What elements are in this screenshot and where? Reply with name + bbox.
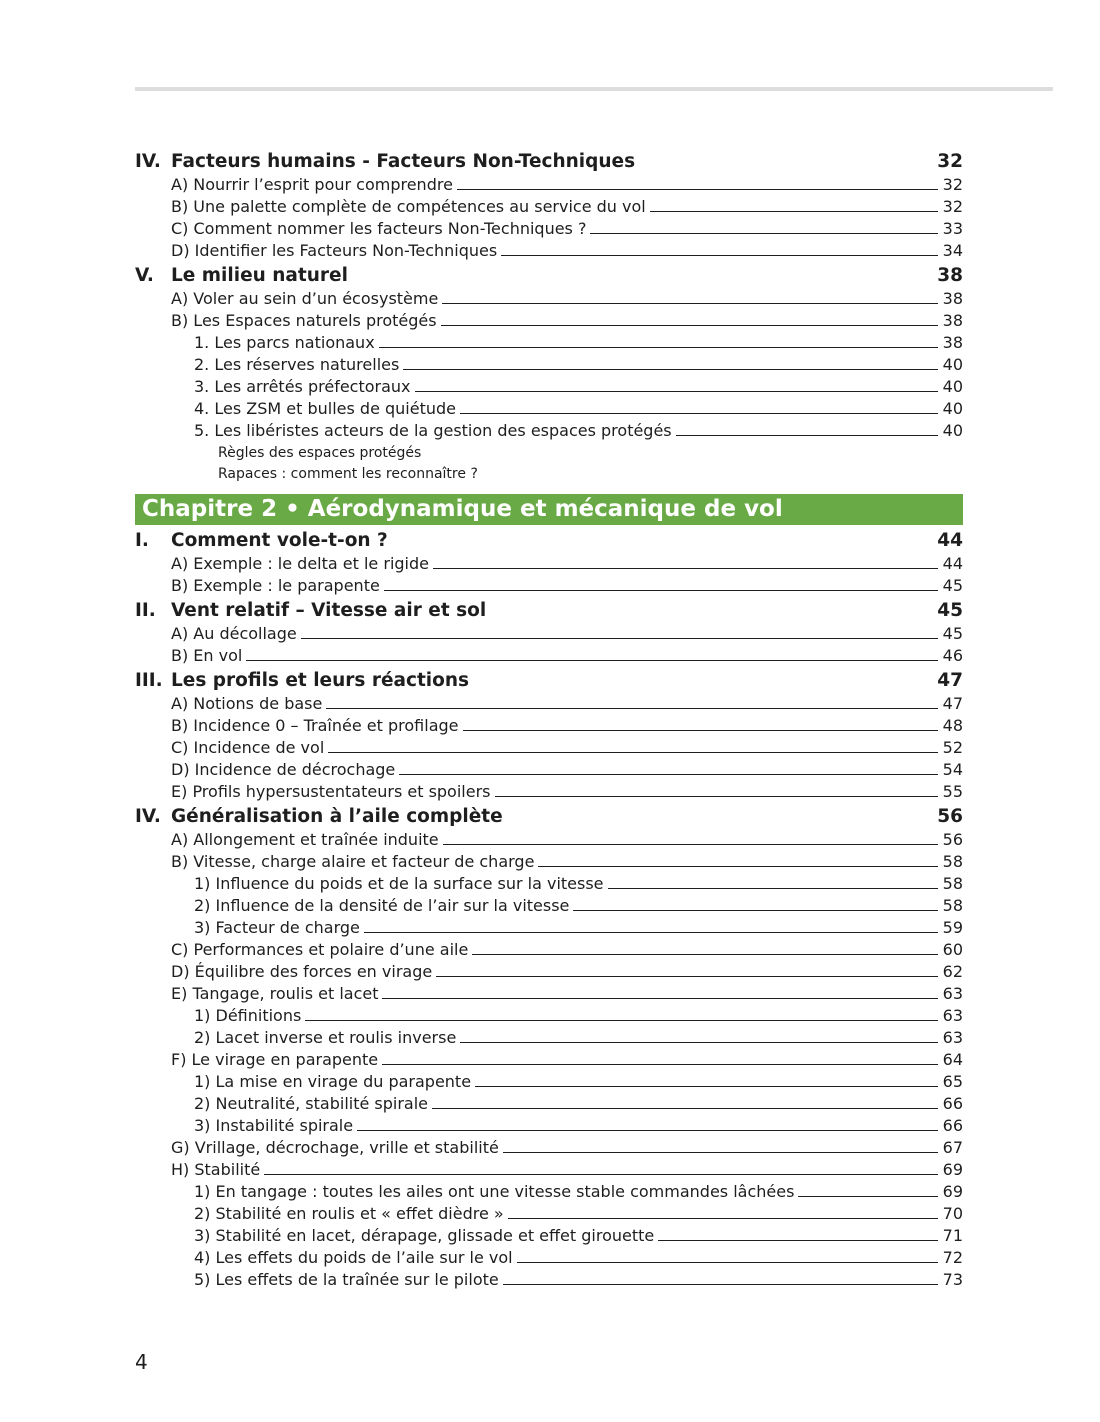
toc-section[interactable] — [135, 150, 963, 172]
toc-entry[interactable] — [135, 216, 963, 238]
entry-label: B) Une palette complète de compétences au service du vol — [171, 197, 646, 216]
entry-label: 3) Facteur de charge — [194, 918, 360, 937]
toc-entry[interactable] — [135, 1047, 963, 1069]
section-title: Le milieu naturel — [171, 265, 348, 286]
dot-leader — [384, 590, 938, 591]
toc-section[interactable] — [135, 669, 963, 691]
entry-page: 45 — [942, 624, 963, 643]
toc-entry[interactable] — [135, 330, 963, 352]
dot-leader — [436, 976, 938, 977]
entry-label: 3) Instabilité spirale — [194, 1116, 354, 1135]
entry-label: A) Allongement et traînée induite — [171, 830, 439, 849]
toc-note — [135, 440, 963, 461]
toc-entry[interactable] — [135, 893, 963, 915]
entry-page: 40 — [942, 377, 963, 396]
toc-entry[interactable] — [135, 735, 963, 757]
section-number: IV. — [135, 151, 161, 172]
page-number: 4 — [135, 1350, 148, 1374]
entry-label: 3. Les arrêtés préfectoraux — [194, 377, 411, 396]
entry-page: 63 — [942, 1028, 963, 1047]
dot-leader — [503, 1152, 938, 1153]
entry-page: 47 — [942, 694, 963, 713]
dot-leader — [357, 1130, 938, 1131]
entry-page: 69 — [942, 1160, 963, 1179]
entry-label: A) Nourrir l’esprit pour comprendre — [171, 175, 453, 194]
dot-leader — [415, 391, 938, 392]
entry-page: 58 — [942, 852, 963, 871]
dot-leader — [441, 325, 938, 326]
toc-entry[interactable] — [135, 937, 963, 959]
toc-entry[interactable] — [135, 1179, 963, 1201]
entry-page: 56 — [942, 830, 963, 849]
dot-leader — [328, 752, 938, 753]
dot-leader — [379, 347, 938, 348]
entry-page: 46 — [942, 646, 963, 665]
entry-label: C) Comment nommer les facteurs Non-Techniques ? — [171, 219, 587, 238]
section-page: 44 — [937, 530, 963, 551]
section-title: Vent relatif – Vitesse air et sol — [171, 600, 487, 621]
dot-leader — [517, 1262, 938, 1263]
dot-leader — [475, 1086, 938, 1087]
toc-entry[interactable] — [135, 396, 963, 418]
entry-page: 67 — [942, 1138, 963, 1157]
entry-page: 40 — [942, 355, 963, 374]
entry-page: 38 — [942, 311, 963, 330]
dot-leader — [443, 844, 938, 845]
entry-page: 58 — [942, 874, 963, 893]
toc-entry[interactable] — [135, 374, 963, 396]
top-rule — [135, 87, 1053, 91]
toc-entry[interactable] — [135, 1003, 963, 1025]
entry-page: 55 — [942, 782, 963, 801]
entry-page: 52 — [942, 738, 963, 757]
toc-entry[interactable] — [135, 871, 963, 893]
entry-page: 48 — [942, 716, 963, 735]
entry-page: 69 — [942, 1182, 963, 1201]
entry-label: B) Vitesse, charge alaire et facteur de charge — [171, 852, 535, 871]
toc-entry[interactable] — [135, 551, 963, 573]
entry-label: E) Tangage, roulis et lacet — [171, 984, 379, 1003]
dot-leader — [463, 730, 939, 731]
entry-page: 54 — [942, 760, 963, 779]
entry-label: 2) Influence de la densité de l’air sur la vitesse — [194, 896, 570, 915]
entry-label: A) Au décollage — [171, 624, 297, 643]
dot-leader — [326, 708, 938, 709]
toc-section[interactable] — [135, 529, 963, 551]
entry-label: 2. Les réserves naturelles — [194, 355, 400, 374]
entry-label: 5. Les libéristes acteurs de la gestion des espaces protégés — [194, 421, 672, 440]
section-title: Facteurs humains - Facteurs Non-Techniques — [171, 151, 636, 172]
toc-entry[interactable] — [135, 959, 963, 981]
toc-entry[interactable] — [135, 643, 963, 665]
entry-label: 4. Les ZSM et bulles de quiétude — [194, 399, 456, 418]
toc-entry[interactable] — [135, 1069, 963, 1091]
toc-entry[interactable] — [135, 352, 963, 374]
entry-page: 40 — [942, 421, 963, 440]
toc-section[interactable] — [135, 805, 963, 827]
entry-page: 66 — [942, 1094, 963, 1113]
toc-entry[interactable] — [135, 1113, 963, 1135]
toc-entry[interactable] — [135, 286, 963, 308]
toc-entry[interactable] — [135, 1157, 963, 1179]
dot-leader — [503, 1284, 938, 1285]
section-title: Comment vole-t-on ? — [171, 530, 388, 551]
dot-leader — [495, 796, 939, 797]
section-title: Les profils et leurs réactions — [171, 670, 470, 691]
entry-label: 5) Les effets de la traînée sur le pilote — [194, 1270, 499, 1289]
toc-entry[interactable] — [135, 573, 963, 595]
toc-entry[interactable] — [135, 1267, 963, 1289]
entry-page: 73 — [942, 1270, 963, 1289]
entry-label: B) Les Espaces naturels protégés — [171, 311, 437, 330]
section-page: 32 — [937, 151, 963, 172]
entry-page: 60 — [942, 940, 963, 959]
entry-label: A) Voler au sein d’un écosystème — [171, 289, 439, 308]
entry-label: F) Le virage en parapente — [171, 1050, 379, 1069]
toc-entry[interactable] — [135, 172, 963, 194]
entry-label: B) Exemple : le parapente — [171, 576, 380, 595]
entry-label: C) Incidence de vol — [171, 738, 325, 757]
entry-page: 38 — [942, 333, 963, 352]
toc-entry[interactable] — [135, 308, 963, 330]
dot-leader — [460, 413, 938, 414]
toc-entry[interactable] — [135, 827, 963, 849]
entry-label: 1. Les parcs nationaux — [194, 333, 375, 352]
toc-entry[interactable] — [135, 1223, 963, 1245]
toc-entry[interactable] — [135, 1201, 963, 1223]
entry-page: 59 — [942, 918, 963, 937]
entry-page: 40 — [942, 399, 963, 418]
dot-leader — [501, 255, 938, 256]
dot-leader — [301, 638, 938, 639]
dot-leader — [508, 1218, 938, 1219]
entry-label: 2) Lacet inverse et roulis inverse — [194, 1028, 457, 1047]
dot-leader — [798, 1196, 938, 1197]
note-label: Rapaces : comment les reconnaître ? — [218, 466, 478, 482]
dot-leader — [264, 1174, 938, 1175]
section-number: V. — [135, 265, 154, 286]
toc-entry[interactable] — [135, 713, 963, 735]
entry-page: 32 — [942, 197, 963, 216]
entry-label: H) Stabilité — [171, 1160, 261, 1179]
entry-label: 1) En tangage : toutes les ailes ont une vitesse stable commandes lâchées — [194, 1182, 795, 1201]
entry-page: 64 — [942, 1050, 963, 1069]
entry-label: A) Exemple : le delta et le rigide — [171, 554, 429, 573]
entry-label: 1) Influence du poids et de la surface sur la vitesse — [194, 874, 604, 893]
entry-label: D) Incidence de décrochage — [171, 760, 396, 779]
dot-leader — [472, 954, 938, 955]
section-page: 56 — [937, 806, 963, 827]
dot-leader — [538, 866, 938, 867]
section-page: 47 — [937, 670, 963, 691]
dot-leader — [650, 211, 938, 212]
toc-entry[interactable] — [135, 981, 963, 1003]
entry-page: 63 — [942, 984, 963, 1003]
toc-entry[interactable] — [135, 849, 963, 871]
toc-section[interactable] — [135, 599, 963, 621]
entry-page: 66 — [942, 1116, 963, 1135]
entry-label: 2) Neutralité, stabilité spirale — [194, 1094, 429, 1113]
entry-page: 34 — [942, 241, 963, 260]
section-number: I. — [135, 530, 149, 551]
toc-entry[interactable] — [135, 691, 963, 713]
toc-entry[interactable] — [135, 1135, 963, 1157]
dot-leader — [399, 774, 938, 775]
entry-label: 1) La mise en virage du parapente — [194, 1072, 472, 1091]
dot-leader — [573, 910, 938, 911]
entry-label: 1) Définitions — [194, 1006, 302, 1025]
toc-entry[interactable] — [135, 194, 963, 216]
entry-page: 62 — [942, 962, 963, 981]
entry-page: 63 — [942, 1006, 963, 1025]
dot-leader — [608, 888, 938, 889]
dot-leader — [658, 1240, 938, 1241]
entry-label: C) Performances et polaire d’une aile — [171, 940, 469, 959]
section-number: III. — [135, 670, 163, 691]
dot-leader — [364, 932, 938, 933]
dot-leader — [460, 1042, 938, 1043]
entry-label: A) Notions de base — [171, 694, 323, 713]
section-page: 38 — [937, 265, 963, 286]
table-of-contents — [135, 146, 963, 1289]
dot-leader — [442, 303, 938, 304]
dot-leader — [432, 1108, 938, 1109]
entry-label: E) Profils hypersustentateurs et spoilers — [171, 782, 491, 801]
section-number: II. — [135, 600, 156, 621]
entry-label: D) Identifier les Facteurs Non-Techniques — [171, 241, 498, 260]
toc-entry[interactable] — [135, 238, 963, 260]
dot-leader — [433, 568, 938, 569]
entry-page: 32 — [942, 175, 963, 194]
entry-label: 3) Stabilité en lacet, dérapage, glissade et effet girouette — [194, 1226, 655, 1245]
toc-entry[interactable] — [135, 621, 963, 643]
entry-label: B) En vol — [171, 646, 243, 665]
dot-leader — [590, 233, 938, 234]
entry-page: 33 — [942, 219, 963, 238]
dot-leader — [305, 1020, 938, 1021]
dot-leader — [457, 189, 938, 190]
toc-entry[interactable] — [135, 757, 963, 779]
entry-page: 38 — [942, 289, 963, 308]
dot-leader — [676, 435, 938, 436]
toc-entry[interactable] — [135, 1091, 963, 1113]
entry-page: 44 — [942, 554, 963, 573]
toc-entry[interactable] — [135, 1025, 963, 1047]
entry-label: 4) Les effets du poids de l’aile sur le vol — [194, 1248, 513, 1267]
dot-leader — [382, 1064, 938, 1065]
toc-note — [135, 461, 963, 482]
entry-page: 72 — [942, 1248, 963, 1267]
entry-page: 70 — [942, 1204, 963, 1223]
toc-entry[interactable] — [135, 915, 963, 937]
note-label: Règles des espaces protégés — [218, 445, 422, 461]
chapter-banner[interactable] — [135, 494, 963, 525]
dot-leader — [382, 998, 938, 999]
toc-entry[interactable] — [135, 779, 963, 801]
toc-entry[interactable] — [135, 1245, 963, 1267]
chapter-title: Chapitre 2 • Aérodynamique et mécanique de vol — [142, 496, 783, 522]
section-title: Généralisation à l’aile complète — [171, 806, 503, 827]
dot-leader — [246, 660, 938, 661]
section-page: 45 — [937, 600, 963, 621]
toc-entry[interactable] — [135, 418, 963, 440]
entry-page: 71 — [942, 1226, 963, 1245]
entry-page: 65 — [942, 1072, 963, 1091]
section-number: IV. — [135, 806, 161, 827]
entry-label: D) Équilibre des forces en virage — [171, 962, 433, 981]
entry-label: 2) Stabilité en roulis et « effet dièdre » — [194, 1204, 504, 1223]
entry-label: G) Vrillage, décrochage, vrille et stabilité — [171, 1138, 499, 1157]
dot-leader — [403, 369, 938, 370]
entry-label: B) Incidence 0 – Traînée et profilage — [171, 716, 459, 735]
toc-section[interactable] — [135, 264, 963, 286]
entry-page: 58 — [942, 896, 963, 915]
entry-page: 45 — [942, 576, 963, 595]
